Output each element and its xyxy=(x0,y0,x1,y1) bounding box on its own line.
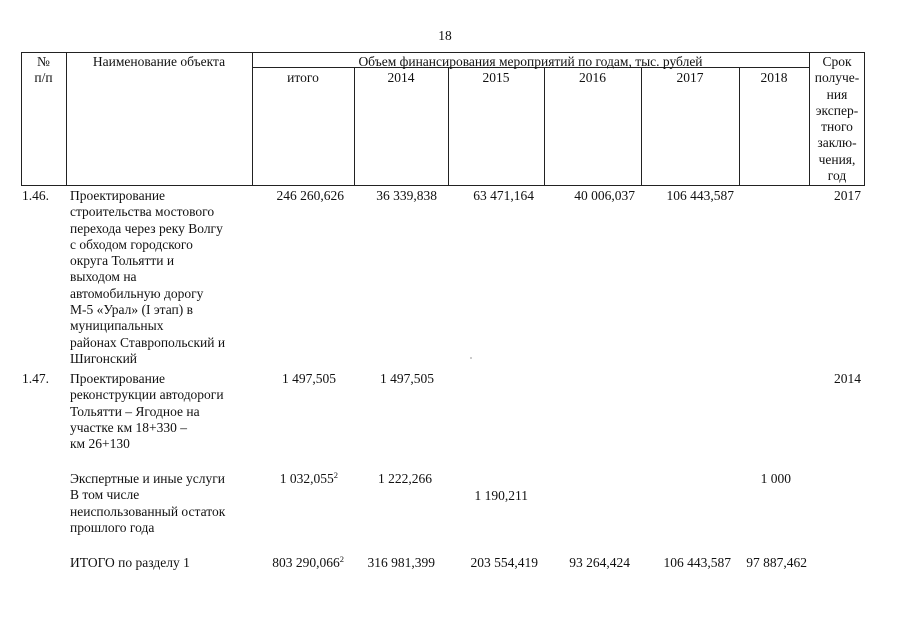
cell-2015: 63 471,164 xyxy=(473,188,534,203)
cell-deadline: 2014 xyxy=(834,371,861,386)
row-name: Проектирование строительства мостового перехода через реку Волгу с обходом городского округа Тольятти и выходом на автомобильную дорогу М-5 «Урал» (I этап) в муниципальных районах Ставропольский и Шигонский xyxy=(70,188,226,366)
header-year-2015: 2015 xyxy=(482,70,510,85)
cell-2015: 203 554,419 xyxy=(470,555,538,570)
cell-2017: 106 443,587 xyxy=(666,188,734,203)
cell-2015: 1 190,211 xyxy=(474,488,528,503)
row-number: 1.47. xyxy=(22,371,49,386)
cell-deadline: 2017 xyxy=(834,188,861,203)
cell-2017: 106 443,587 xyxy=(663,555,731,570)
header-name: Наименование объекта xyxy=(92,54,226,69)
cell-total: 803 290,066$^2$ xyxy=(272,554,344,570)
header-num: № п/п xyxy=(34,54,53,86)
header-deadline: Срок получе- ния экспер- тного заклю- чения, год xyxy=(814,54,860,184)
row-name: Проектирование реконструкции автодороги Тольятти – Ягодное на участке км 18+330 – км 26+130 xyxy=(70,371,224,452)
cell-2014: 1 497,505 xyxy=(380,371,434,386)
scan-speck xyxy=(470,357,472,359)
header-year-2014: 2014 xyxy=(387,70,415,85)
row-name: Экспертные и иные услуги В том числе неиспользованный остаток прошлого года xyxy=(70,471,226,535)
cell-2018: 97 887,462 xyxy=(746,555,807,570)
cell-2016: 93 264,424 xyxy=(569,555,630,570)
table-top-border xyxy=(21,52,865,53)
cell-total: 1 032,055$^2$ xyxy=(279,470,338,486)
cell-total: 246 260,626 xyxy=(276,188,344,203)
page-number: 18 xyxy=(438,28,452,43)
footnote-mark: 2 xyxy=(339,554,344,564)
row-name: ИТОГО по разделу 1 xyxy=(70,555,190,570)
header-year-2017: 2017 xyxy=(676,70,704,85)
col-border xyxy=(66,52,67,186)
cell-2014: 1 222,266 xyxy=(378,471,432,486)
cell-total: 1 497,505 xyxy=(282,371,336,386)
header-year-2016: 2016 xyxy=(579,70,606,85)
row-number: 1.46. xyxy=(22,188,49,203)
cell-2014: 316 981,399 xyxy=(367,555,435,570)
footnote-mark: 2 xyxy=(333,470,338,480)
cell-2016: 40 006,037 xyxy=(574,188,635,203)
header-year-2018: 2018 xyxy=(760,70,788,85)
cell-2014: 36 339,838 xyxy=(376,188,437,203)
cell-2018: 1 000 xyxy=(760,471,791,486)
header-total: итого xyxy=(287,70,319,85)
header-funding-group: Объем финансирования мероприятий по годам, тыс. рублей xyxy=(358,54,703,69)
